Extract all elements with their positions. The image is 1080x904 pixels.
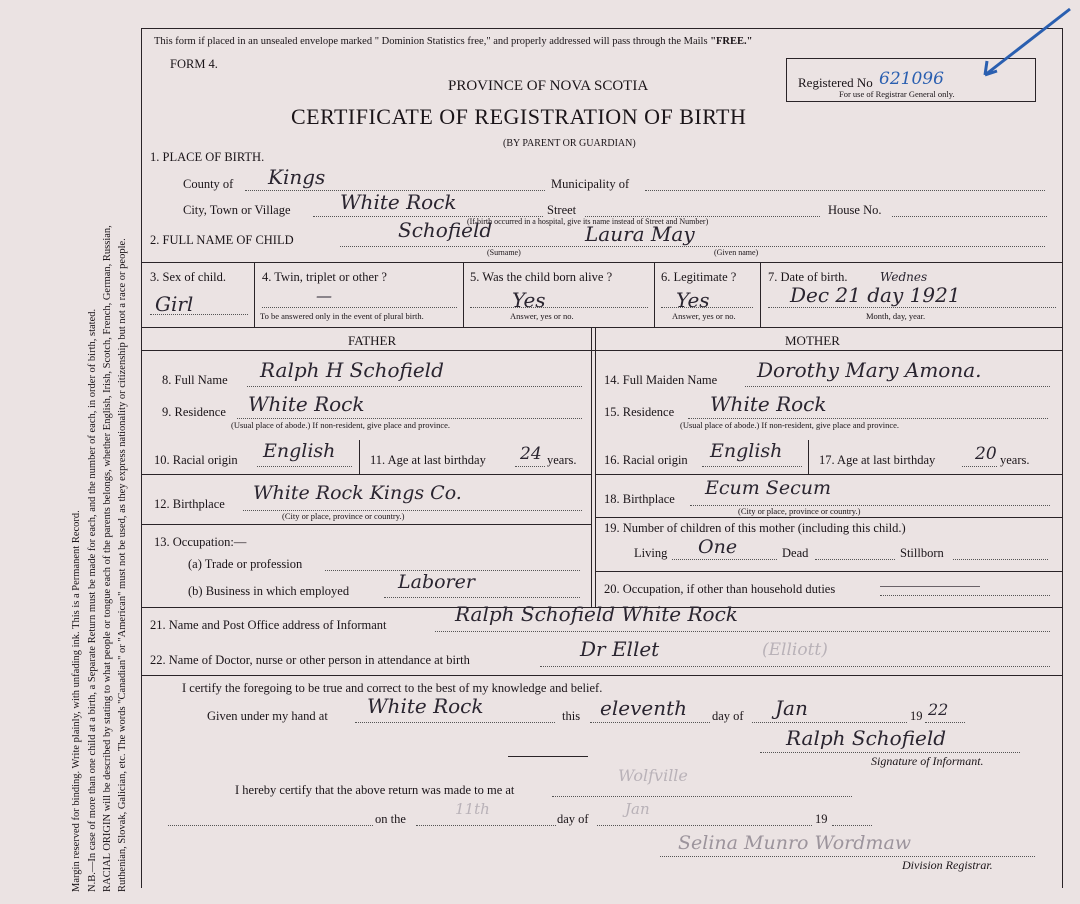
given-place-value: White Rock <box>367 694 484 718</box>
city-value: White Rock <box>340 190 457 214</box>
date-extra-note: Wednes <box>880 270 928 284</box>
registrar-place-value: Wolfville <box>618 766 688 785</box>
father-residence-value: White Rock <box>248 392 365 416</box>
mother-heading: MOTHER <box>785 333 840 348</box>
mother-name-value: Dorothy Mary Amona. <box>757 358 982 382</box>
alive-label: 5. Was the child born alive ? <box>470 270 613 284</box>
stillborn-label: Stillborn <box>900 546 944 560</box>
trade-label: (a) Trade or profession <box>188 557 303 571</box>
date-of-birth-value: Dec 21 day 1921 <box>790 283 961 307</box>
doctor-note: (Elliott) <box>762 640 828 660</box>
alive-value: Yes <box>512 288 546 312</box>
municipality-label: Municipality of <box>551 177 630 191</box>
children-count-label: 19. Number of children of this mother (including this child.) <box>604 521 906 535</box>
child-surname-value: Schofield <box>398 218 493 242</box>
legitimate-value: Yes <box>676 288 710 312</box>
form-right-border <box>1062 28 1063 888</box>
mother-birthplace-value: Ecum Secum <box>705 477 831 499</box>
father-residence-label: 9. Residence <box>162 405 226 419</box>
dead-label: Dead <box>782 546 809 560</box>
father-age-label: 11. Age at last birthday <box>370 453 486 467</box>
informant-signature: Ralph Schofield <box>786 726 947 750</box>
mother-birthplace-note: (City or place, province or country.) <box>738 506 861 516</box>
given-under-label: Given under my hand at <box>207 709 328 723</box>
legitimate-label: 6. Legitimate ? <box>661 270 737 284</box>
house-no-label: House No. <box>828 203 882 217</box>
twin-value: — <box>316 286 332 305</box>
registrar-signature-label: Division Registrar. <box>902 858 993 872</box>
county-value: Kings <box>268 165 326 189</box>
twin-note: To be answered only in the event of plural birth. <box>260 311 424 321</box>
registrar-on-label: on the <box>375 812 406 826</box>
mail-notice: This form if placed in an unsealed envelope marked " Dominion Statistics free," and properly addressed will pass through the Mails "FREE." <box>154 36 753 47</box>
father-heading: FATHER <box>348 333 397 348</box>
father-occupation-label: 13. Occupation:— <box>154 535 247 549</box>
mother-racial-value: English <box>710 440 783 462</box>
registered-label: Registered No <box>798 75 873 90</box>
registrar-on-value: 11th <box>455 800 490 818</box>
business-value: Laborer <box>398 571 475 593</box>
certificate-title: CERTIFICATE OF REGISTRATION OF BIRTH <box>291 104 747 129</box>
father-racial-value: English <box>263 440 336 462</box>
living-label: Living <box>634 546 668 560</box>
surname-note: (Surname) <box>487 248 521 257</box>
mother-occupation-label: 20. Occupation, if other than household duties <box>604 582 836 596</box>
year-value: 22 <box>928 700 949 719</box>
certificate-subtitle: (BY PARENT OR GUARDIAN) <box>503 138 636 149</box>
sex-value: Girl <box>155 292 194 316</box>
father-abode-note: (Usual place of abode.) If non-resident, give place and province. <box>231 420 451 430</box>
day-of-label: day of <box>712 709 744 723</box>
blue-pen-mark <box>975 5 1075 95</box>
hospital-note: (If birth occurred in a hospital, give its name instead of Street and Number) <box>467 217 709 226</box>
father-racial-label: 10. Racial origin <box>154 453 238 467</box>
father-name-value: Ralph H Schofield <box>260 358 444 382</box>
year-prefix: 19 <box>910 709 923 723</box>
street-label: Street <box>547 203 577 217</box>
this-label: this <box>562 709 581 723</box>
informant-value: Ralph Schofield White Rock <box>455 602 738 626</box>
alive-note: Answer, yes or no. <box>510 311 574 321</box>
month-value: Jan <box>775 696 808 720</box>
mother-racial-label: 16. Racial origin <box>604 453 688 467</box>
given-name-note: (Given name) <box>714 248 759 257</box>
father-age-value: 24 <box>520 444 542 464</box>
province-heading: PROVINCE OF NOVA SCOTIA <box>448 78 649 94</box>
father-name-label: 8. Full Name <box>162 373 228 387</box>
living-value: One <box>698 536 738 558</box>
mother-age-label: 17. Age at last birthday <box>819 453 936 467</box>
margin-note-4: Ruthenian, Slovak, Galician, etc. The words "Canadian" or "American" must not be used, as they express nationality or citizenship but not a race or people. <box>117 238 128 892</box>
legitimate-note: Answer, yes or no. <box>672 311 736 321</box>
margin-note-2: N.B.—In case of more than one child at a birth, a Separate Return must be made for each, and the number of each, in order of birth, stated. <box>87 308 98 892</box>
doctor-label: 22. Name of Doctor, nurse or other person in attendance at birth <box>150 653 470 667</box>
mother-age-value: 20 <box>975 444 997 464</box>
county-label: County of <box>183 177 234 191</box>
certify-statement: I certify the foregoing to be true and correct to the best of my knowledge and belief. <box>182 681 603 695</box>
father-years: years. <box>547 453 577 467</box>
child-given-value: Laura May <box>585 222 695 246</box>
margin-note-3: RACIAL ORIGIN will be described by stating to what people or tongue each of the parents belongs, whether English, Irish, Scotch, French, German, Russian, <box>102 225 113 892</box>
form-number: FORM 4. <box>170 57 218 71</box>
day-value: eleventh <box>600 696 688 720</box>
twin-label: 4. Twin, triplet or other ? <box>262 270 387 284</box>
registrar-use-note: For use of Registrar General only. <box>839 89 955 99</box>
doctor-value: Dr Ellet <box>580 637 660 661</box>
mother-abode-note: (Usual place of abode.) If non-resident, give place and province. <box>680 420 900 430</box>
registrar-day-value: Jan <box>625 800 650 818</box>
registrar-statement: I hereby certify that the above return was made to me at <box>235 783 515 797</box>
mother-years: years. <box>1000 453 1030 467</box>
child-name-label: 2. FULL NAME OF CHILD <box>150 233 294 247</box>
mother-residence-label: 15. Residence <box>604 405 675 419</box>
margin-note-1: Margin reserved for binding. Write plainly, with unfading ink. This is a Permanent Record. <box>71 510 82 892</box>
place-of-birth-label: 1. PLACE OF BIRTH. <box>150 150 265 164</box>
date-of-birth-label: 7. Date of birth. <box>768 270 848 284</box>
mother-name-label: 14. Full Maiden Name <box>604 373 718 387</box>
registrar-day-label: day of <box>557 812 589 826</box>
father-birthplace-note: (City or place, province or country.) <box>282 511 405 521</box>
father-birthplace-label: 12. Birthplace <box>154 497 225 511</box>
registrar-year-prefix: 19 <box>815 812 828 826</box>
mother-residence-value: White Rock <box>710 392 827 416</box>
informant-label: 21. Name and Post Office address of Informant <box>150 618 387 632</box>
form-top-border <box>141 28 1062 29</box>
registrar-signature: Selina Munro Wordmaw <box>678 832 912 854</box>
city-label: City, Town or Village <box>183 203 291 217</box>
date-note: Month, day, year. <box>866 311 926 321</box>
mother-birthplace-label: 18. Birthplace <box>604 492 675 506</box>
father-birthplace-value: White Rock Kings Co. <box>253 482 462 504</box>
sex-label: 3. Sex of child. <box>150 270 227 284</box>
registered-number: 621096 <box>879 69 944 89</box>
informant-signature-label: Signature of Informant. <box>871 754 984 768</box>
business-label: (b) Business in which employed <box>188 584 350 598</box>
form-left-border <box>141 28 142 888</box>
